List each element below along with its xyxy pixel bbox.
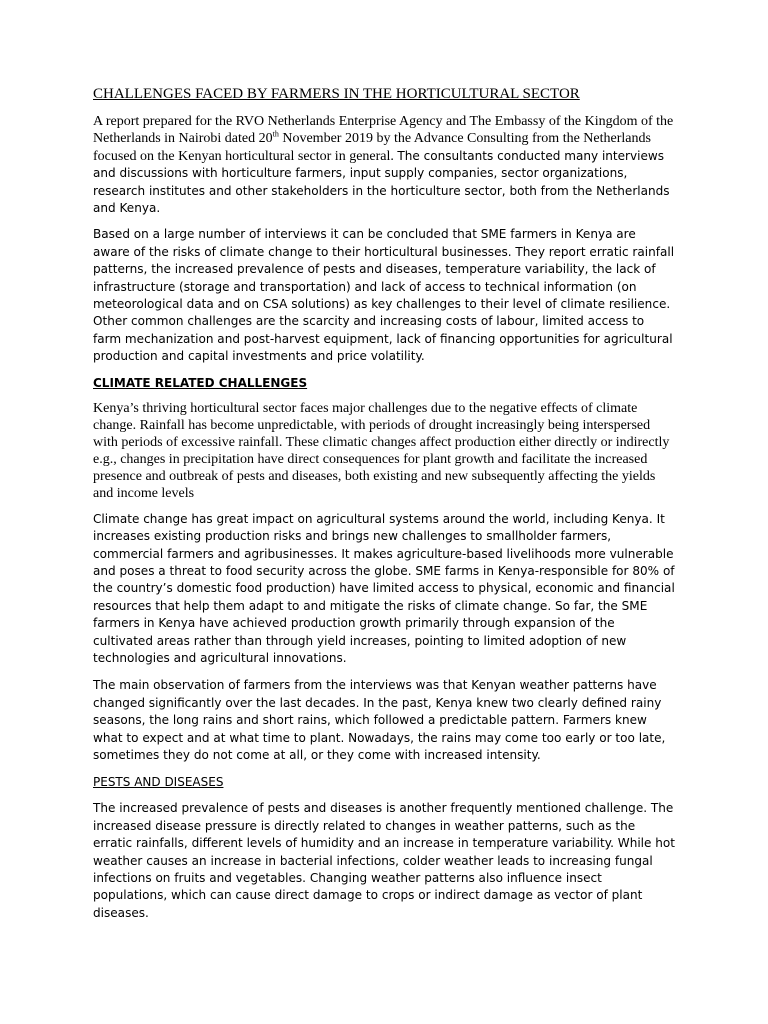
kenya-paragraph: Kenya’s thriving horticultural sector faces major challenges due to the negative effects of climate change. Rainfall has become unpredictable, with periods of drought increasingly being interspersed with periods of excessive rainfall. These climatic changes affect production either directly or indirectly e.g., changes in precipitation have direct consequences for plant growth and facilitate the increased presence and outbreak of pests and diseases, both existing and new subsequently affecting the yields and income levels (93, 400, 670, 501)
intro-text-part3: The consultants conducted many interviews and discussions with horticulture farmers, input supply companies, sector organizations, research institutes and other stakeholders in the horticulture sector, both from the Netherlands and Kenya. (93, 148, 670, 216)
intro-superscript: th (272, 129, 279, 139)
weather-paragraph: The main observation of farmers from the interviews was that Kenyan weather patterns have changed significantly over the last decades. In the past, Kenya knew two clearly defined rainy seasons, the long rains and short rains, which followed a predictable pattern. Farmers knew what to expect and at what time to plant. Nowadays, the rains may come too early or too late, sometimes they do not come at all, or they come with increased intensity. (93, 678, 666, 762)
intro-text-part2: November 2019 by the Advance Consulting from the Netherlands focused on the Kenyan horticultural sector in general. (93, 131, 651, 164)
intro-text-part1: A report prepared for the RVO Netherlands Enterprise Agency and The Embassy of the Kingdom of the Netherlands in Nairobi dated 20 (93, 114, 674, 147)
interviews-paragraph: Based on a large number of interviews it can be concluded that SME farmers in Kenya are aware of the risks of climate change to their horticultural businesses. They report erratic rainfall patterns, the increased prevalence of pests and diseases, temperature variability, the lack of infrastructure (storage and transportation) and lack of access to technical information (on meteorological data and on CSA solutions) as key challenges to their level of climate resilience. Other common challenges are the scarcity and increasing costs of labour, limited access to farm mechanization and post-harvest equipment, lack of financing opportunities for agricultural production and capital investments and price volatility. (93, 227, 675, 364)
intro-paragraph (93, 113, 675, 217)
document-page (93, 84, 675, 931)
pests-heading: PESTS AND DISEASES (93, 775, 224, 790)
impact-paragraph: Climate change has great impact on agricultural systems around the world, including Kenya. It increases existing production risks and brings new challenges to smallholder farmers, commercial farmers and agribusinesses. It makes agriculture-based livelihoods more vulnerable and poses a threat to food security across the globe. SME farms in Kenya-responsible for 80% of the country’s domestic food production) have limited access to physical, economic and financial resources that help them adapt to and mitigate the risks of climate change. So far, the SME farmers in Kenya have achieved production growth primarily through expansion of the cultivated areas rather than through yield increases, pointing to limited adoption of new technologies and agricultural innovations. (93, 511, 675, 665)
climate-heading: CLIMATE RELATED CHALLENGES (93, 375, 308, 390)
pests-paragraph: The increased prevalence of pests and diseases is another frequently mentioned challenge. The increased disease pressure is directly related to changes in weather patterns, such as the erratic rainfalls, different levels of humidity and an increase in temperature variability. While hot weather causes an increase in bacterial infections, colder weather leads to increasing fungal infections on fruits and vegetables. Changing weather patterns also influence insect populations, which can cause direct damage to crops or indirect damage as vector of plant diseases. (93, 801, 675, 920)
document-title: CHALLENGES FACED BY FARMERS IN THE HORTICULTURAL SECTOR (93, 86, 580, 102)
